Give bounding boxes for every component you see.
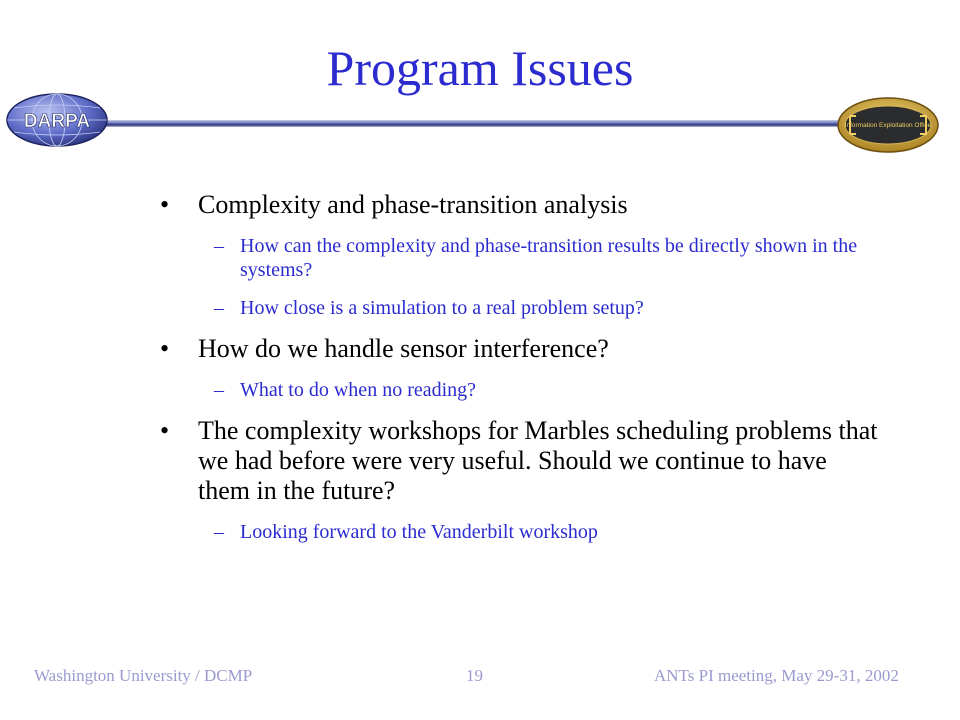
sub-bullet-3-1: – Looking forward to the Vanderbilt workshop <box>214 521 598 543</box>
svg-text:Information Exploitation Offic: Information Exploitation Office <box>844 122 932 129</box>
footer-left: Washington University / DCMP <box>34 666 253 685</box>
slide-title: Program Issues <box>326 40 634 96</box>
sub-bullet-1-1: – How can the complexity and phase-transition results be directly shown in the systems? <box>214 235 858 281</box>
bullet-3: • The complexity workshops for Marbles scheduling problems that we had before were very useful. Should we continue to have them in the future? <box>160 416 878 505</box>
bullet-list <box>160 190 880 558</box>
ieo-logo <box>836 96 940 154</box>
header-rule <box>60 120 860 127</box>
bullet-2: • How do we handle sensor interference? <box>160 334 609 363</box>
page-number: 19 <box>466 666 483 685</box>
darpa-logo <box>4 92 110 148</box>
bullet-1: • Complexity and phase-transition analysis <box>160 190 628 219</box>
svg-text:DARPA: DARPA <box>23 111 91 132</box>
footer-right: ANTs PI meeting, May 29-31, 2002 <box>654 666 899 685</box>
sub-bullet-1-2: – How close is a simulation to a real problem setup? <box>214 297 644 319</box>
sub-bullet-2-1: – What to do when no reading? <box>214 379 477 401</box>
